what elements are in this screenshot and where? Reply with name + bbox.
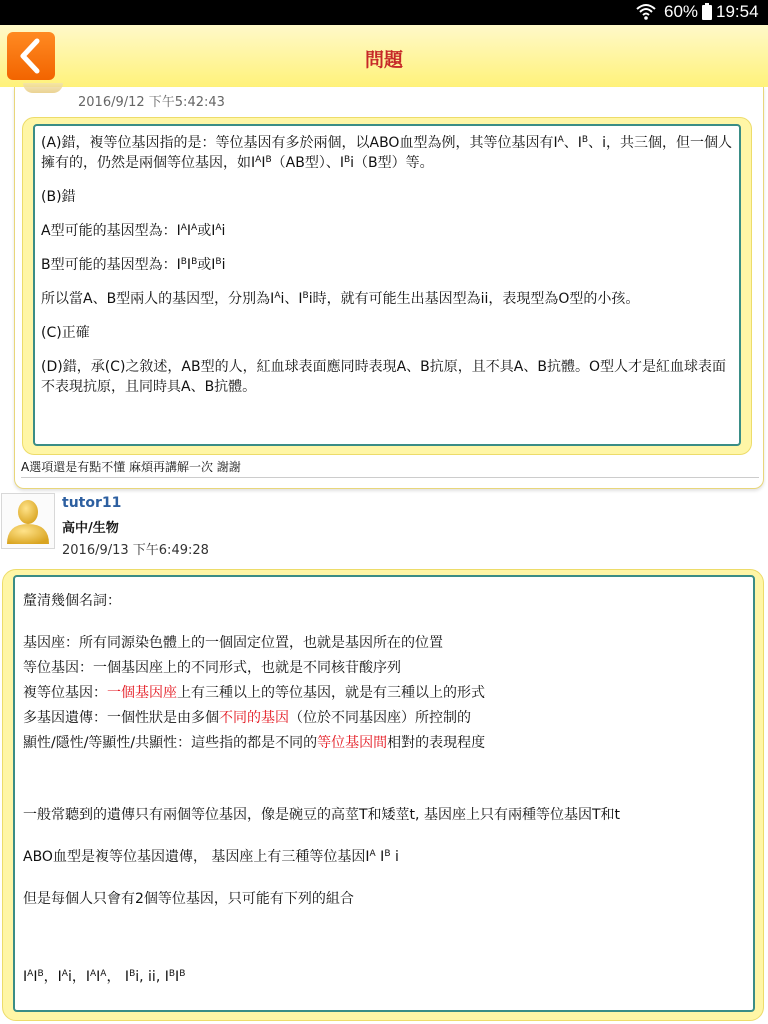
- post-timestamp: 2016/9/13 下午6:49:28: [62, 543, 209, 558]
- answer-b-label: (B)錯: [41, 189, 76, 205]
- app-header: [0, 25, 768, 87]
- battery-icon: [702, 5, 712, 20]
- post-timestamp: 2016/9/12 下午5:42:43: [78, 95, 225, 110]
- answer-c-label: (C)正確: [41, 325, 90, 341]
- follow-up-comment: A選項還是有點不懂 麻煩再講解一次 謝謝: [21, 458, 759, 478]
- tutor-role: 高中/生物: [62, 521, 119, 536]
- battery-percent: 60%: [664, 2, 699, 21]
- dominance-definition: 顯性/隱性/等顯性/共顯性：這些指的都是不同的等位基因間相對的表現程度: [23, 735, 486, 751]
- avatar: [23, 83, 63, 93]
- answer-bubble: [22, 117, 752, 455]
- genotype-combinations: $I^AI^B$，$I^Ai$，$I^AI^A$， $I^Bi$, ii, $I^BI^B$: [23, 969, 186, 985]
- two-alleles-note: 但是每個人只會有2個等位基因，只可能有下列的組合: [23, 891, 354, 907]
- tutor-answer-bubble: [2, 569, 764, 1021]
- answer-a: (A)錯，複等位基因指的是：等位基因有多於兩個，以ABO血型為例，其等位基因有$I^A$、$I^B$、i，共三個，但一個人擁有的，仍然是兩個等位基因，如$I^AI^B(AB$型）、$I^Bi(B$型）等。: [41, 135, 732, 171]
- abo-explanation: ABO血型是複等位基因遺傳， 基因座上有三種等位基因$I^A$ $I^B$ i: [23, 849, 399, 865]
- parents-explanation: 所以當A、B型兩人的基因型，分別為$I^Ai$、$I^Bi$時，就有可能生出基因型為ii，表現型為O型的小孩。: [41, 291, 640, 307]
- user-avatar-icon: [2, 494, 54, 548]
- wifi-icon: [636, 3, 656, 21]
- answer-d: (D)錯，承(C)之敘述，AB型的人，紅血球表面應同時表現A、B抗原，且不具A、B抗體。O型人才是紅血球表面不表現抗原，且同時具A、B抗體。: [41, 359, 726, 395]
- question-post: [14, 87, 764, 489]
- answer-content: [33, 124, 741, 446]
- status-bar: [0, 0, 768, 25]
- tutor-info: [0, 490, 768, 568]
- intro-line: 釐清幾個名詞：: [23, 593, 121, 609]
- multi-allele-definition: 複等位基因：一個基因座上有三種以上的等位基因，就是有三種以上的形式: [23, 685, 485, 701]
- tutor-answer-content: [13, 575, 755, 1012]
- polygenic-definition: 多基因遺傳：一個性狀是由多個不同的基因（位於不同基因座）所控制的: [23, 710, 471, 726]
- clock: 19:54: [716, 2, 759, 21]
- allele-definition: 等位基因：一個基因座上的不同形式，也就是不同核苷酸序列: [23, 660, 401, 676]
- page-title: 問題: [364, 49, 403, 71]
- locus-definition: 基因座：所有同源染色體上的一個固定位置，也就是基因所在的位置: [23, 635, 443, 651]
- avatar: [1, 493, 55, 549]
- tutor-name[interactable]: tutor11: [62, 495, 122, 511]
- type-a-genotypes: A型可能的基因型為：$I^AI^A$或$I^Ai$: [41, 223, 226, 239]
- type-b-genotypes: B型可能的基因型為：$I^BI^B$或$I^Bi$: [41, 257, 226, 273]
- pea-example: 一般常聽到的遺傳只有兩個等位基因，像是碗豆的高莖T和矮莖t, 基因座上只有兩種等位基因T和t: [23, 807, 620, 823]
